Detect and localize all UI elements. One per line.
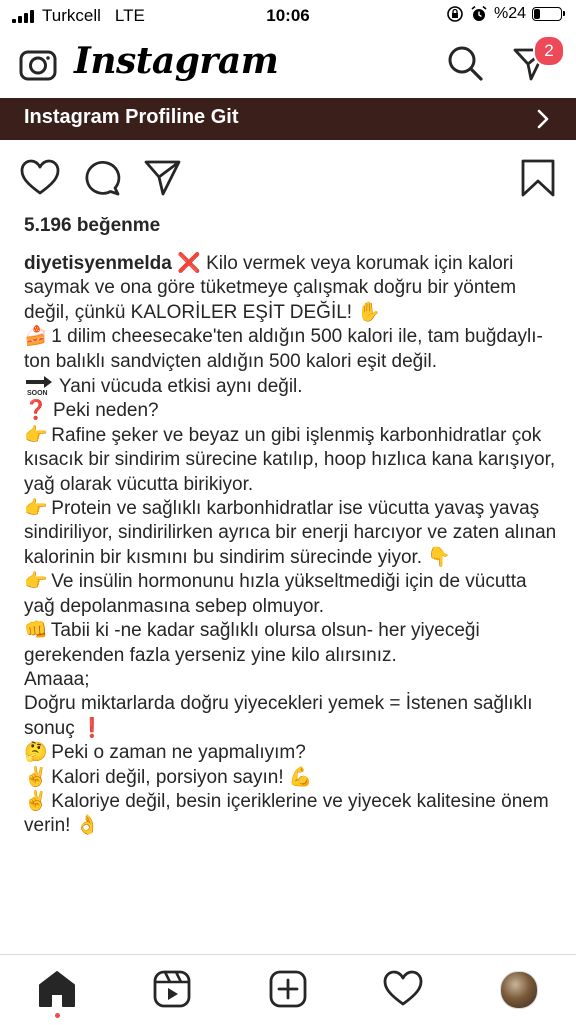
fist-emoji: 👊 [24,620,48,642]
status-right [446,5,562,23]
thinking-face-emoji: 🤔 [24,742,48,764]
top-navigation [0,32,576,98]
caption-text: Kalori değil, porsiyon sayın! [46,766,289,788]
caption-line [24,374,558,399]
cross-mark-emoji: ❌ [177,253,201,274]
home-icon[interactable] [37,969,77,1009]
network-type: LTE [114,6,145,25]
caption-line [24,766,558,790]
pointing-right-emoji: 👉 [24,424,48,446]
caption-text: Yani vücuda etkisi aynı değil. [54,376,303,398]
reels-icon[interactable] [152,969,192,1009]
caption-line [24,570,558,619]
caption-line [24,399,558,423]
profile-link-bar[interactable] [0,98,576,140]
exclamation-emoji: ❗ [79,717,104,739]
search-icon[interactable] [446,44,484,82]
raised-hand-emoji: ✋ [357,301,382,323]
pointing-right-emoji: 👉 [24,571,48,593]
caption-line [24,619,558,668]
paper-plane-icon[interactable] [142,158,182,198]
camera-icon[interactable] [18,44,58,84]
caption-text: Peki neden? [47,400,159,422]
bookmark-icon[interactable] [518,158,558,198]
plus-square-icon[interactable] [268,969,308,1009]
post-username[interactable]: diyetisyenmelda [24,253,172,274]
caption-line [24,692,558,741]
status-bar [0,0,576,32]
question-mark-emoji: ❓ [24,400,48,422]
battery-percent: %24 [493,5,526,22]
caption-text: Rafine şeker ve beyaz un gibi işlenmiş karbonhidratlar çok kısacık bir sindirim sürecine katılıp, hoop hızlıca kana karışıyor, yağ olarak vücutta birikiyor. [24,424,556,495]
caption-line [24,252,558,325]
victory-hand-emoji: ✌ [24,766,48,788]
heart-icon[interactable] [383,969,423,1009]
bottom-tab-bar [0,954,576,1025]
soon-arrow-icon [24,374,54,396]
instagram-logo: Instagram [74,40,279,82]
profile-link-label: Instagram Profiline Git [24,106,239,128]
caption-line [24,325,558,374]
avatar[interactable] [500,971,538,1009]
caption-text: Kaloriye değil, besin içeriklerine ve yiyecek kalitesine önem verin! [24,790,549,837]
cake-emoji: 🍰 [24,326,48,348]
caption-text: Kilo vermek veya korumak için kalori saymak ve ona göre tüketmeye çalışmak doğru bir yöntem değil, çünkü KALORİLER EŞİT DEĞİL! [24,253,517,323]
caption-line [24,497,558,570]
battery-fill [534,9,540,19]
notification-badge[interactable]: 2 [533,35,565,67]
active-tab-indicator [55,1013,60,1018]
caption-line [24,668,558,692]
battery-icon [532,7,562,21]
caption-line [24,790,558,839]
post-caption [24,252,558,948]
caption-text: 1 dilim cheesecake'ten aldığın 500 kalori ile, tam buğdaylı-ton balıklı sandviçten aldığın 500 kalori eşit değil. [24,326,543,372]
flexed-bicep-emoji: 💪 [288,766,313,788]
pointing-right-emoji: 👉 [24,498,48,520]
caption-text: Amaaa; [24,668,90,690]
rotation-lock-icon [446,5,464,23]
ok-hand-emoji: 👌 [75,815,100,837]
alarm-icon [470,5,488,23]
pointing-down-emoji: 👇 [427,546,452,568]
like-count[interactable]: 5.196 beğenme [24,215,161,236]
svg-text:SOON: SOON [27,390,48,397]
status-time: 10:06 [266,6,310,25]
carrier-name: Turkcell [42,6,101,25]
caption-text: Doğru miktarlarda doğru yiyecekleri yemek = İstenen sağlıklı sonuç [24,693,533,739]
caption-line [24,424,558,497]
victory-hand-emoji: ✌ [24,790,48,812]
caption-text: Peki o zaman ne yapmalıyım? [46,742,306,764]
chevron-right-icon [536,109,550,129]
caption-text: Tabii ki -ne kadar sağlıklı olursa olsun- her yiyeceği gerekenden fazla yerseniz yine kilo alırsınız. [24,620,480,666]
caption-text: Protein ve sağlıklı karbonhidratlar ise vücutta yavaş yavaş sindiriliyor, sindirilirken ayrıca bir enerji harcıyor ve zaten alınan kalorinin bir kısmını bu sindirim sürecinde yiyor. [24,498,557,568]
comment-bubble-icon[interactable] [82,158,122,198]
caption-line [24,741,558,765]
post-actions [0,158,576,202]
caption-text: Ve insülin hormonunu hızla yükseltmediği için de vücutta yağ depolanmasına sebep olmuyor. [24,571,527,617]
heart-icon[interactable] [20,158,60,198]
